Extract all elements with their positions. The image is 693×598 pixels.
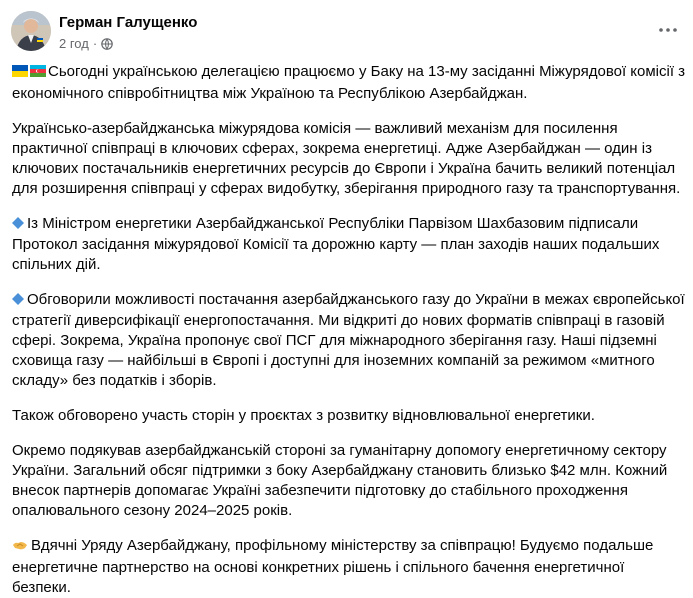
blue-diamond-icon	[12, 291, 24, 311]
handshake-icon	[12, 538, 28, 558]
author-name[interactable]: Герман Галущенко	[59, 14, 198, 31]
paragraph-text: Українсько-азербайджанська міжурядова комісія — важливий механізм для посилення практичної співпраці в ключових сферах, зокрема енергетиці. Адже Азербайджан — один із ключових постачальників енергетичних ресурсів до Європи і Україна бачить великий потенціал для розширення співпраці у сферах видобутку, зберігання природного газу та транспортування.	[12, 120, 681, 197]
paragraph-text: Також обговорено участь сторін у проєктах з розвитку відновлювальної енергетики.	[12, 407, 595, 424]
globe-icon[interactable]	[101, 38, 113, 50]
paragraph-text: Обговорили можливості постачання азербайджанського газу до України в межах європейської стратегії диверсифікації енергопостачання. Ми відкриті до нових форматів співпраці в газовій сфері. Зокрема, Україна пропонує свої ПСГ для міжнародного зберігання газу. Наші підземні сховища газу — найбільші в Європі і доступні для іноземних компаній за режимом «митного складу» без податків і зборів.	[12, 291, 685, 389]
paragraph-text: Сьогодні українською делегацією працюємо у Баку на 13-му засіданні Міжурядової комісії з економічного співробітництва між Україною та Республікою Азербайджан.	[12, 63, 686, 102]
azerbaijan-flag-icon	[30, 64, 46, 84]
ukraine-flag-icon	[12, 64, 28, 84]
blue-diamond-icon	[12, 215, 24, 235]
paragraph-text: Із Міністром енергетики Азербайджанської Республіки Парвізом Шахбазовим підписали Протокол засідання міжурядової Комісії та дорожню карту — план заходів наших подальших спільних дій.	[12, 215, 660, 273]
paragraph-text: Окремо подякував азербайджанській стороні за гуманітарну допомогу енергетичному сектору України. Загальний обсяг підтримки з боку Азербайджану становить близько $42 млн. Кожний внесок партнерів допомагає Україні забезпечити підготовку до стабільного проходження опалювального сезону 2024–2025 років.	[12, 442, 668, 519]
post-paragraph	[12, 406, 687, 426]
post-paragraph	[12, 62, 687, 104]
post-meta	[59, 36, 113, 52]
post-time[interactable]: 2 год	[59, 36, 89, 51]
post-paragraph	[12, 441, 687, 521]
meta-separator: ·	[92, 36, 98, 51]
post-paragraph	[12, 119, 687, 199]
avatar-photo-icon	[11, 11, 51, 51]
post-header	[0, 0, 693, 60]
post-paragraph	[12, 290, 687, 391]
post-paragraph	[12, 214, 687, 275]
paragraph-text: Вдячні Уряду Азербайджану, профільному міністерству за співпрацю! Будуємо подальше енергетичне партнерство на основі конкретних рішень і спільного бачення енергетичної безпеки.	[12, 537, 654, 596]
more-options-icon[interactable]	[656, 22, 680, 38]
post-body	[12, 62, 687, 598]
avatar[interactable]	[11, 11, 51, 51]
post-paragraph	[12, 536, 687, 598]
